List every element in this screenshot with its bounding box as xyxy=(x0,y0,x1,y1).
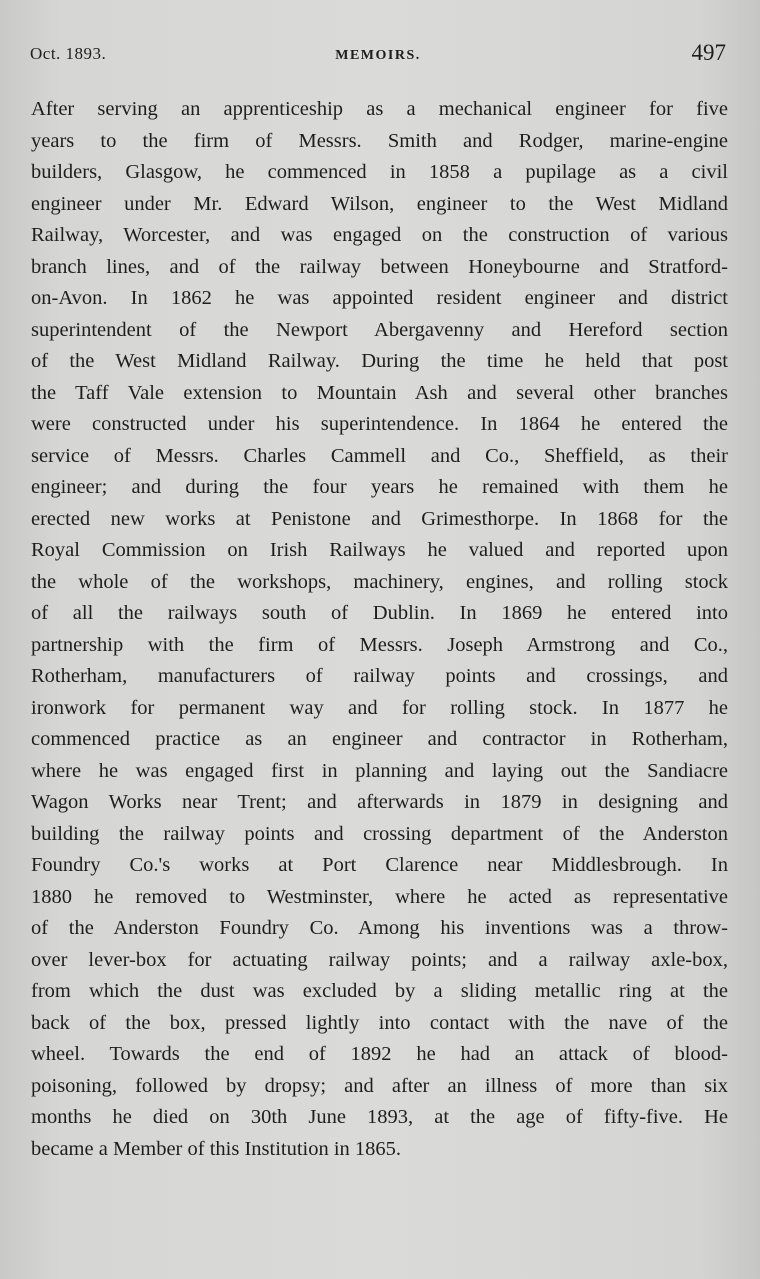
header-date: Oct. 1893. xyxy=(30,44,107,63)
text-line: builders, Glasgow, he commenced in 1858 a pupilage as a civil xyxy=(31,161,728,183)
text-line: Wagon Works near Trent; and afterwards in 1879 in designing and xyxy=(31,791,728,813)
text-line: building the railway points and crossing department of the Anderston xyxy=(31,822,728,845)
text-line: poisoning, followed by dropsy; and after an illness of more than six xyxy=(31,1074,728,1097)
memoir-paragraph xyxy=(31,94,728,1165)
text-line: where he was engaged first in planning and laying out the Sandiacre xyxy=(31,759,728,782)
text-line: engineer under Mr. Edward Wilson, engineer to the West Midland xyxy=(31,192,728,215)
text-line: the Taff Vale extension to Mountain Ash and several other branches xyxy=(31,381,728,404)
text-line: of the Anderston Foundry Co. Among his inventions was a throw- xyxy=(31,917,728,939)
text-line: on-Avon. In 1862 he was appointed resident engineer and district xyxy=(31,287,728,309)
text-line: months he died on 30th June 1893, at the age of fifty-five. He xyxy=(31,1106,728,1128)
text-line: back of the box, pressed lightly into contact with the nave of the xyxy=(31,1011,728,1034)
text-line: branch lines, and of the railway between Honeybourne and Stratford- xyxy=(31,255,728,278)
text-line: service of Messrs. Charles Cammell and Co., Sheffield, as their xyxy=(31,444,728,467)
text-line: Royal Commission on Irish Railways he valued and reported upon xyxy=(31,539,728,561)
page-number: 497 xyxy=(691,40,726,65)
text-line: ironwork for permanent way and for rolling stock. In 1877 he xyxy=(31,696,728,719)
text-line: Rotherham, manufacturers of railway points and crossings, and xyxy=(31,665,728,687)
text-line: After serving an apprenticeship as a mechanical engineer for five xyxy=(31,98,728,120)
text-line: Foundry Co.'s works at Port Clarence near Middlesbrough. In xyxy=(31,854,728,876)
text-line: of the West Midland Railway. During the time he held that post xyxy=(31,350,728,372)
text-line: commenced practice as an engineer and contractor in Rotherham, xyxy=(31,728,728,750)
text-line: became a Member of this Institution in 1865. xyxy=(31,1137,402,1160)
text-line: over lever-box for actuating railway points; and a railway axle-box, xyxy=(31,948,728,971)
text-line: were constructed under his superintendence. In 1864 he entered the xyxy=(31,413,728,435)
text-line: years to the firm of Messrs. Smith and Rodger, marine-engine xyxy=(31,129,728,152)
text-line: superintendent of the Newport Abergavenny and Hereford section xyxy=(31,318,728,341)
text-line: 1880 he removed to Westminster, where he acted as representative xyxy=(31,885,728,908)
text-line: of all the railways south of Dublin. In 1869 he entered into xyxy=(31,602,728,624)
running-header xyxy=(30,40,726,66)
text-line: Railway, Worcester, and was engaged on the construction of various xyxy=(31,224,728,246)
text-line: engineer; and during the four years he remained with them he xyxy=(31,476,728,498)
header-section-title: MEMOIRS. xyxy=(335,48,421,63)
text-line: from which the dust was excluded by a sliding metallic ring at the xyxy=(31,980,728,1002)
text-line: wheel. Towards the end of 1892 he had an attack of blood- xyxy=(31,1043,728,1065)
text-line: the whole of the workshops, machinery, engines, and rolling stock xyxy=(31,570,728,593)
text-line: erected new works at Penistone and Grimesthorpe. In 1868 for the xyxy=(31,507,728,530)
text-line: partnership with the firm of Messrs. Joseph Armstrong and Co., xyxy=(31,633,728,656)
